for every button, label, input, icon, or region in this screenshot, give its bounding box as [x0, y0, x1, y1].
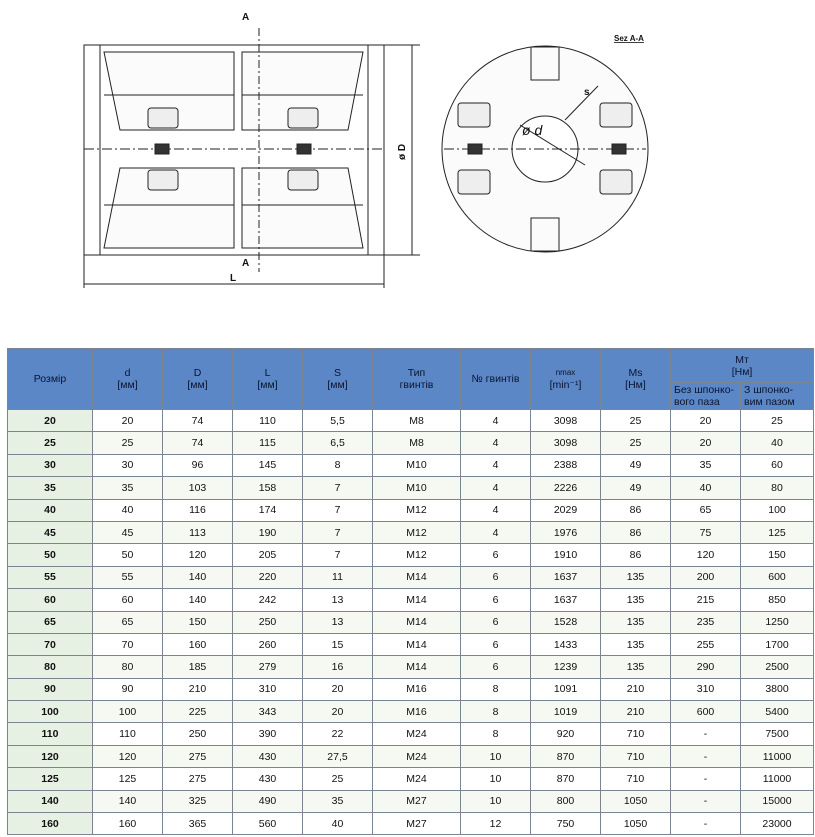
table-cell: M16: [373, 701, 461, 723]
table-cell: 30: [93, 454, 163, 476]
table-cell: 4: [461, 477, 531, 499]
table-cell: 6: [461, 633, 531, 655]
table-cell: 25: [601, 432, 671, 454]
table-row: [8, 790, 814, 812]
table-cell: 65: [671, 499, 741, 521]
table-cell: 710: [601, 723, 671, 745]
table-cell: 365: [163, 813, 233, 835]
table-cell: 4: [461, 521, 531, 543]
size-cell: 110: [8, 723, 93, 745]
table-cell: 1239: [531, 656, 601, 678]
table-cell: 27,5: [303, 745, 373, 767]
table-cell: 20: [303, 701, 373, 723]
table-cell: 8: [461, 723, 531, 745]
table-row: [8, 566, 814, 588]
size-cell: 55: [8, 566, 93, 588]
table-cell: M24: [373, 768, 461, 790]
screw-size-label: s: [584, 87, 590, 98]
table-cell: 13: [303, 611, 373, 633]
table-cell: 40: [93, 499, 163, 521]
table-cell: 80: [93, 656, 163, 678]
table-cell: 174: [233, 499, 303, 521]
table-cell: -: [671, 745, 741, 767]
table-cell: 115: [233, 432, 303, 454]
section-marker-top: A: [242, 12, 250, 23]
table-cell: 325: [163, 790, 233, 812]
table-cell: M12: [373, 499, 461, 521]
col-ms: Ms [Нм]: [601, 349, 671, 410]
table-cell: 215: [671, 589, 741, 611]
table-cell: 145: [233, 454, 303, 476]
table-cell: 1700: [741, 633, 814, 655]
table-cell: M10: [373, 477, 461, 499]
table-cell: 25: [601, 410, 671, 432]
header-row: [8, 349, 814, 383]
table-cell: 6: [461, 656, 531, 678]
table-cell: 60: [93, 589, 163, 611]
table-cell: 50: [93, 544, 163, 566]
table-cell: -: [671, 768, 741, 790]
table-cell: 160: [163, 633, 233, 655]
table-cell: 190: [233, 521, 303, 543]
table-cell: 74: [163, 410, 233, 432]
table-cell: 5,5: [303, 410, 373, 432]
table-cell: 1091: [531, 678, 601, 700]
table-cell: 23000: [741, 813, 814, 835]
table-cell: 80: [741, 477, 814, 499]
table-cell: 1250: [741, 611, 814, 633]
size-cell: 90: [8, 678, 93, 700]
table-cell: 7: [303, 477, 373, 499]
table-cell: 140: [93, 790, 163, 812]
table-cell: 40: [741, 432, 814, 454]
table-cell: 6: [461, 544, 531, 566]
table-cell: 279: [233, 656, 303, 678]
table-row: [8, 454, 814, 476]
table-cell: 11000: [741, 745, 814, 767]
table-cell: 100: [741, 499, 814, 521]
table-cell: 275: [163, 745, 233, 767]
table-cell: 96: [163, 454, 233, 476]
size-cell: 140: [8, 790, 93, 812]
size-cell: 30: [8, 454, 93, 476]
table-cell: 750: [531, 813, 601, 835]
table-cell: 220: [233, 566, 303, 588]
table-cell: 5400: [741, 701, 814, 723]
table-cell: 10: [461, 790, 531, 812]
table-cell: 2388: [531, 454, 601, 476]
table-cell: 120: [163, 544, 233, 566]
table-cell: M8: [373, 410, 461, 432]
table-cell: 255: [671, 633, 741, 655]
table-cell: M14: [373, 633, 461, 655]
table-cell: 7: [303, 499, 373, 521]
table-cell: 7500: [741, 723, 814, 745]
table-cell: 86: [601, 499, 671, 521]
size-cell: 80: [8, 656, 93, 678]
table-cell: 225: [163, 701, 233, 723]
table-cell: 40: [671, 477, 741, 499]
table-cell: 13: [303, 589, 373, 611]
table-cell: 10: [461, 768, 531, 790]
table-cell: 1050: [601, 790, 671, 812]
table-row: [8, 432, 814, 454]
section-marker-bottom: A: [242, 258, 250, 269]
table-cell: 210: [601, 701, 671, 723]
table-cell: 55: [93, 566, 163, 588]
table-cell: 210: [163, 678, 233, 700]
table-cell: 2226: [531, 477, 601, 499]
table-cell: 2029: [531, 499, 601, 521]
table-cell: 25: [93, 432, 163, 454]
table-cell: 25: [741, 410, 814, 432]
table-cell: 20: [93, 410, 163, 432]
col-D: D [мм]: [163, 349, 233, 410]
table-cell: M27: [373, 813, 461, 835]
col-L: L [мм]: [233, 349, 303, 410]
table-cell: 6: [461, 589, 531, 611]
table-cell: 135: [601, 589, 671, 611]
table-cell: 1637: [531, 566, 601, 588]
table-cell: M14: [373, 656, 461, 678]
table-cell: 920: [531, 723, 601, 745]
table-row: [8, 477, 814, 499]
table-cell: 140: [163, 566, 233, 588]
table-cell: M24: [373, 723, 461, 745]
table-cell: 242: [233, 589, 303, 611]
table-cell: 6,5: [303, 432, 373, 454]
col-size: Розмір: [8, 349, 93, 410]
table-cell: 260: [233, 633, 303, 655]
table-cell: M12: [373, 521, 461, 543]
table-cell: 15000: [741, 790, 814, 812]
table-cell: 12: [461, 813, 531, 835]
table-cell: 35: [93, 477, 163, 499]
table-cell: 10: [461, 745, 531, 767]
table-row: [8, 723, 814, 745]
table-row: [8, 678, 814, 700]
table-row: [8, 521, 814, 543]
table-cell: 310: [671, 678, 741, 700]
table-cell: 8: [461, 678, 531, 700]
table-cell: 1019: [531, 701, 601, 723]
size-cell: 125: [8, 768, 93, 790]
table-cell: 6: [461, 566, 531, 588]
size-cell: 70: [8, 633, 93, 655]
table-cell: 160: [93, 813, 163, 835]
table-row: [8, 589, 814, 611]
table-cell: 200: [671, 566, 741, 588]
table-row: [8, 745, 814, 767]
section-view: [442, 46, 648, 252]
table-cell: 120: [671, 544, 741, 566]
table-cell: M24: [373, 745, 461, 767]
size-cell: 120: [8, 745, 93, 767]
table-cell: 4: [461, 499, 531, 521]
spec-table: [7, 348, 814, 835]
table-cell: 490: [233, 790, 303, 812]
size-cell: 160: [8, 813, 93, 835]
table-cell: 110: [233, 410, 303, 432]
table-cell: 4: [461, 432, 531, 454]
table-cell: 40: [303, 813, 373, 835]
col-screw-count: № гвинтів: [461, 349, 531, 410]
table-cell: 3098: [531, 432, 601, 454]
table-cell: 343: [233, 701, 303, 723]
size-cell: 20: [8, 410, 93, 432]
table-cell: 60: [741, 454, 814, 476]
table-cell: 86: [601, 521, 671, 543]
table-cell: 850: [741, 589, 814, 611]
table-cell: 125: [93, 768, 163, 790]
size-cell: 45: [8, 521, 93, 543]
table-cell: 310: [233, 678, 303, 700]
table-row: [8, 544, 814, 566]
table-cell: 710: [601, 768, 671, 790]
col-d: d [мм]: [93, 349, 163, 410]
table-cell: 1433: [531, 633, 601, 655]
table-cell: 1050: [601, 813, 671, 835]
table-cell: 74: [163, 432, 233, 454]
table-cell: 235: [671, 611, 741, 633]
section-title: Sez A-A: [614, 34, 644, 43]
table-cell: 125: [741, 521, 814, 543]
table-cell: 185: [163, 656, 233, 678]
table-cell: 158: [233, 477, 303, 499]
table-cell: 25: [303, 768, 373, 790]
table-cell: 150: [741, 544, 814, 566]
table-cell: 11000: [741, 768, 814, 790]
table-cell: -: [671, 723, 741, 745]
table-cell: 290: [671, 656, 741, 678]
table-cell: 20: [671, 410, 741, 432]
size-cell: 60: [8, 589, 93, 611]
table-cell: 1910: [531, 544, 601, 566]
col-S: S [мм]: [303, 349, 373, 410]
table-row: [8, 633, 814, 655]
table-cell: 135: [601, 566, 671, 588]
length-label: L: [230, 273, 237, 284]
table-cell: 8: [461, 701, 531, 723]
col-mt-no-key: Без шпонко- вого паза: [671, 383, 741, 410]
table-cell: 250: [163, 723, 233, 745]
side-view: [84, 28, 420, 288]
inner-diameter-label: ø d: [522, 122, 543, 138]
col-mt: Mт [Нм]: [671, 349, 814, 383]
table-cell: 22: [303, 723, 373, 745]
table-cell: 7: [303, 544, 373, 566]
size-cell: 50: [8, 544, 93, 566]
table-cell: 86: [601, 544, 671, 566]
table-row: [8, 656, 814, 678]
table-cell: 7: [303, 521, 373, 543]
table-cell: 6: [461, 611, 531, 633]
table-cell: 110: [93, 723, 163, 745]
table-cell: 870: [531, 745, 601, 767]
table-cell: M12: [373, 544, 461, 566]
table-cell: 3800: [741, 678, 814, 700]
table-cell: 430: [233, 745, 303, 767]
table-row: [8, 611, 814, 633]
table-cell: 8: [303, 454, 373, 476]
table-cell: 710: [601, 745, 671, 767]
table-cell: 113: [163, 521, 233, 543]
table-cell: 35: [303, 790, 373, 812]
table-cell: 140: [163, 589, 233, 611]
col-nmax: nmax [min⁻¹]: [531, 349, 601, 410]
table-row: [8, 410, 814, 432]
table-cell: 135: [601, 611, 671, 633]
table-cell: 205: [233, 544, 303, 566]
table-cell: 1528: [531, 611, 601, 633]
table-row: [8, 768, 814, 790]
table-cell: 870: [531, 768, 601, 790]
size-cell: 25: [8, 432, 93, 454]
table-cell: 4: [461, 454, 531, 476]
table-cell: 4: [461, 410, 531, 432]
table-cell: 1637: [531, 589, 601, 611]
table-cell: 800: [531, 790, 601, 812]
table-cell: M14: [373, 611, 461, 633]
table-cell: 103: [163, 477, 233, 499]
table-cell: 135: [601, 656, 671, 678]
col-screw-type: Тип гвинтів: [373, 349, 461, 410]
table-cell: M10: [373, 454, 461, 476]
table-cell: M16: [373, 678, 461, 700]
table-cell: 116: [163, 499, 233, 521]
table-cell: M14: [373, 589, 461, 611]
table-cell: -: [671, 790, 741, 812]
table-cell: M8: [373, 432, 461, 454]
table-cell: 560: [233, 813, 303, 835]
diameter-label: ø D: [397, 143, 408, 160]
table-row: [8, 701, 814, 723]
technical-drawing: [0, 0, 815, 340]
table-row: [8, 813, 814, 835]
table-cell: M14: [373, 566, 461, 588]
table-cell: -: [671, 813, 741, 835]
table-cell: 3098: [531, 410, 601, 432]
table-cell: 600: [671, 701, 741, 723]
table-cell: 49: [601, 454, 671, 476]
table-cell: 430: [233, 768, 303, 790]
size-cell: 65: [8, 611, 93, 633]
table-row: [8, 499, 814, 521]
table-cell: 49: [601, 477, 671, 499]
table-cell: 210: [601, 678, 671, 700]
table-cell: M27: [373, 790, 461, 812]
table-body: [8, 410, 814, 835]
size-cell: 40: [8, 499, 93, 521]
table-cell: 65: [93, 611, 163, 633]
table-cell: 150: [163, 611, 233, 633]
table-cell: 275: [163, 768, 233, 790]
table-cell: 75: [671, 521, 741, 543]
table-cell: 45: [93, 521, 163, 543]
size-cell: 35: [8, 477, 93, 499]
table-cell: 35: [671, 454, 741, 476]
table-cell: 1976: [531, 521, 601, 543]
table-cell: 70: [93, 633, 163, 655]
size-cell: 100: [8, 701, 93, 723]
table-cell: 250: [233, 611, 303, 633]
table-cell: 120: [93, 745, 163, 767]
table-cell: 11: [303, 566, 373, 588]
col-mt-with-key: З шпонко- вим пазом: [741, 383, 814, 410]
table-cell: 20: [303, 678, 373, 700]
table-cell: 20: [671, 432, 741, 454]
table-cell: 90: [93, 678, 163, 700]
table-cell: 600: [741, 566, 814, 588]
table-cell: 16: [303, 656, 373, 678]
table-cell: 390: [233, 723, 303, 745]
table-cell: 2500: [741, 656, 814, 678]
table-cell: 15: [303, 633, 373, 655]
table-cell: 100: [93, 701, 163, 723]
table-cell: 135: [601, 633, 671, 655]
